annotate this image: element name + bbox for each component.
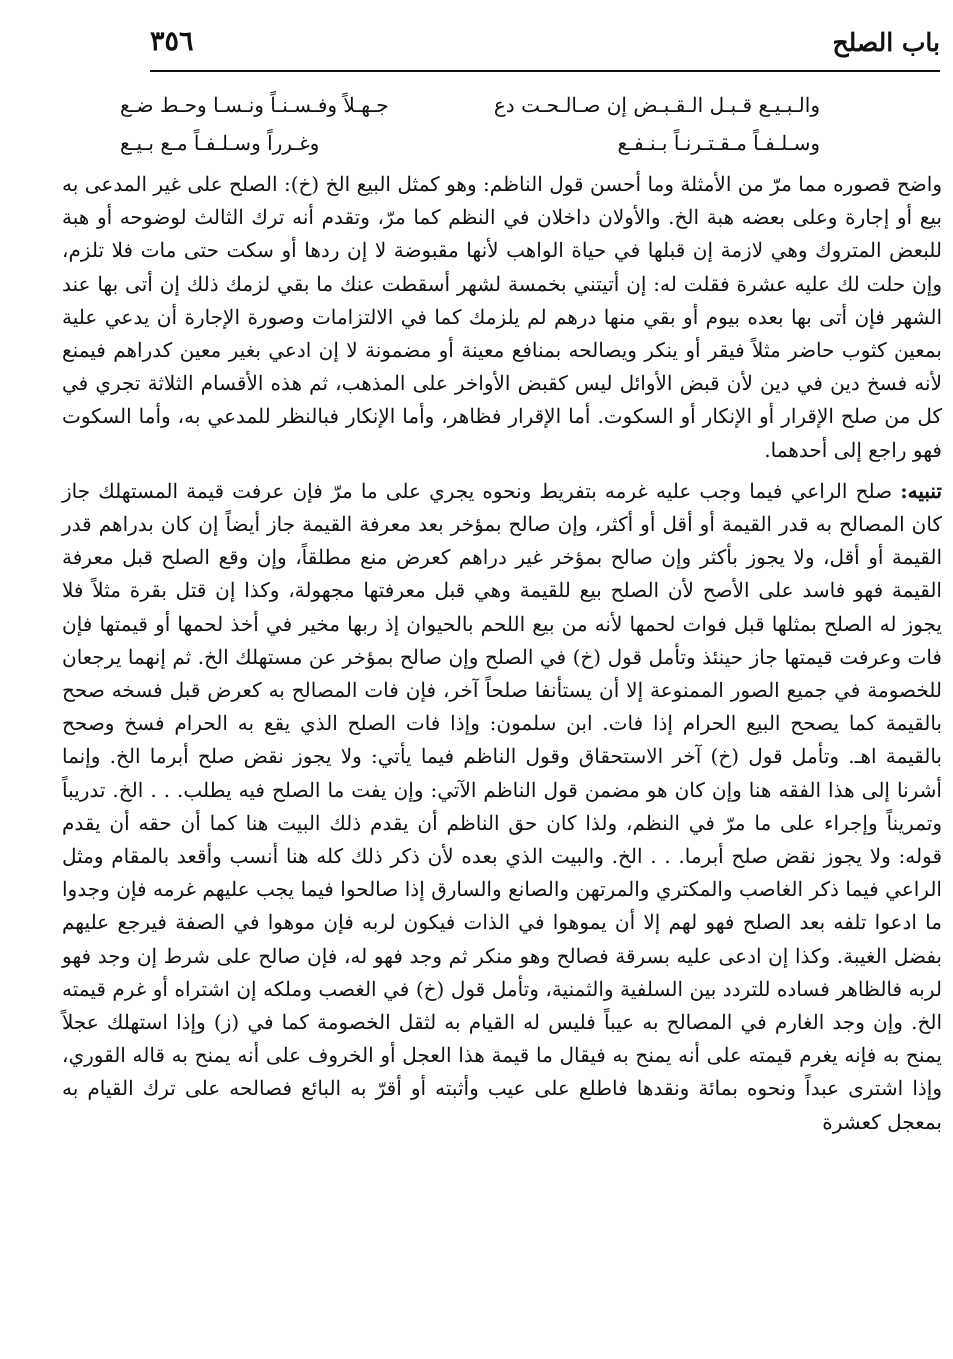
verse-line	[120, 124, 820, 162]
verse-line	[120, 86, 820, 124]
verse-first-hemistich: وسـلـفـاً مـقـتـرنـاً بـنـفـع	[617, 131, 820, 155]
note-heading: تنبيه:	[900, 478, 942, 503]
verse-first-hemistich: والـبـيـع قـبـل الـقـبـض إن صـالـحـت دع	[493, 93, 820, 117]
page-number: ٣٥٦	[150, 26, 194, 57]
paragraph-text: واضح قصوره مما مرّ من الأمثلة وما أحسن قول الناظم: وهو كمثل البيع الخ (خ): الصلح على غير المدعى به بيع أو إجارة وعلى بعضه هبة الخ. والأولان داخلان في النظم كما مرّ، وتقدم أنه ترك الثالث لوضوحه أو هبة للبعض المتروك وهي لازمة إن قبلها في حياة الواهب لأنها مقبوضة لا إن ردها أو سكت حتى مات فلا تلزم، وإن حلت لك عليه عشرة فقلت له: إن أتيتني بخمسة لشهر أسقطت عنك ما بقي لزمك ذلك إن أتى بها عند الشهر فإن أتى بها بعده بيوم أو بقي منها درهم لم يلزمك كما في الالتزامات وصورة الإجارة أن يدعي علية بمعين كثوب حاضر مثلاً فيقر أو ينكر ويصالحه بمنافع معينة أو مضمونة لا إن ادعي بغير معين كدراهم فيمنع لأنه فسخ دين في دين لأن قبض الأوائل ليس كقبض الأواخر على المذهب، ثم هذه الأقسام الثلاثة تجري في كل من صلح الإقرار أو الإنكار أو السكوت. أما الإقرار فظاهر، وأما الإنكار فبالنظر للمدعي به، وأما السكوت فهو راجع إلى أحدهما.	[62, 172, 943, 462]
verse-block	[120, 86, 820, 162]
verse-second-hemistich: وغـرراً وسـلـفـاً مـع بـيـع	[120, 131, 320, 155]
note-paragraph	[62, 475, 942, 1139]
note-text: صلح الراعي فيما وجب عليه غرمه بتفريط ونحوه يجري على ما مرّ فإن عرفت قيمة المستهلك جاز كان المصالح به قدر القيمة أو أقل أو أكثر، وإن صالح بمؤخر بعد معرفة القيمة جاز أيضاً إن كان بدراهم قدر القيمة أو أقل، ولا يجوز بأكثر وإن صالح بمؤخر غير دراهم كعرض منع مطلقاً، وإن وقع الصلح قبل معرفة القيمة فهو فاسد على الأصح لأن الصلح بيع للقيمة وهي قبل معرفتها مجهولة، وكذا إن قتل بقرة مثلاً فلا يجوز له الصلح بمثلها قبل فوات لحمها لأنه من بيع اللحم بالحيوان إذ ربها مخير في أخذ لحمها أو قيمتها فإن فات وعرفت قيمتها جاز حينئذ وتأمل قول (خ) في الصلح وإن صالح بمؤخر عن مستهلك الخ. ثم إنهما يرجعان للخصومة في جميع الصور الممنوعة إلا أن يستأنفا صلحاً آخر، فإن فات المصالح به كعرض قبل فسخه صحح بالقيمة كما يصحح البيع الحرام إذا فات. ابن سلمون: وإذا فات الصلح الذي يقع به الحرام فسخ وصحح بالقيمة اهـ. وتأمل قول (خ) آخر الاستحقاق وقول الناظم فيما يأتي: ولا يجوز نقض صلح أبرما الخ. وإنما أشرنا إلى هذا الفقه هنا وإن كان هو مضمن قول الناظم الآتي: وإن يفت ما الصلح فيه يطلب. . . الخ. تدريباً وتمريناً وإجراء على ما مرّ في النظم، ولذا كان حق الناظم أن يقدم ذلك البيت هنا كما أن حقه أن يقدم قوله: ولا يجوز نقض صلح أبرما. . . الخ. والبيت الذي بعده لأن ذكر ذلك كله هنا أنسب وأقعد بالمقام ومثل الراعي فيما ذكر الغاصب والمكتري والمرتهن والصانع والسارق إذا صالحوا فيما يجب عليهم غرمه فإن وجدوا ما ادعوا تلفه بعد الصلح فهو لهم إلا أن يموهوا في الذات فيكون لربه فإن موهوا في الصفة فيرجع عليهم بفضل الغيبة. وكذا إن ادعى عليه بسرقة فصالح وهو منكر ثم وجد فهو له، فإن صالح على شرط إن وجد فهو لربه فالظاهر فساده للتردد بين السلفية والثمنية، وتأمل قول (خ) في الغصب وملكه إن اشتراه أو غرم قيمته الخ. وإن وجد الغارم في المصالح به عيباً فليس له القيام به لثقل الخصومة كما في (ز) وإذا استهلك عجلاً يمنح به فإنه يغرم قيمته على أنه يمنح به فيقال ما قيمة هذا العجل أو الخروف على أنه يمنح به قاله القوري، وإذا اشترى عبداً ونحوه بمائة ونقدها فاطلع على عيب وأثبته أو أقرّ به البائع فصالحه على ترك القيام به بمعجل كعشرة	[62, 478, 943, 1134]
running-title: باب الصلح	[832, 28, 940, 57]
page-header	[150, 22, 940, 70]
verse-second-hemistich: جـهـلاً وفـسـنـاً ونـسـا وحـط ضـع	[120, 93, 389, 117]
header-rule	[150, 70, 940, 72]
body-text	[62, 168, 942, 1139]
paragraph	[62, 168, 942, 467]
